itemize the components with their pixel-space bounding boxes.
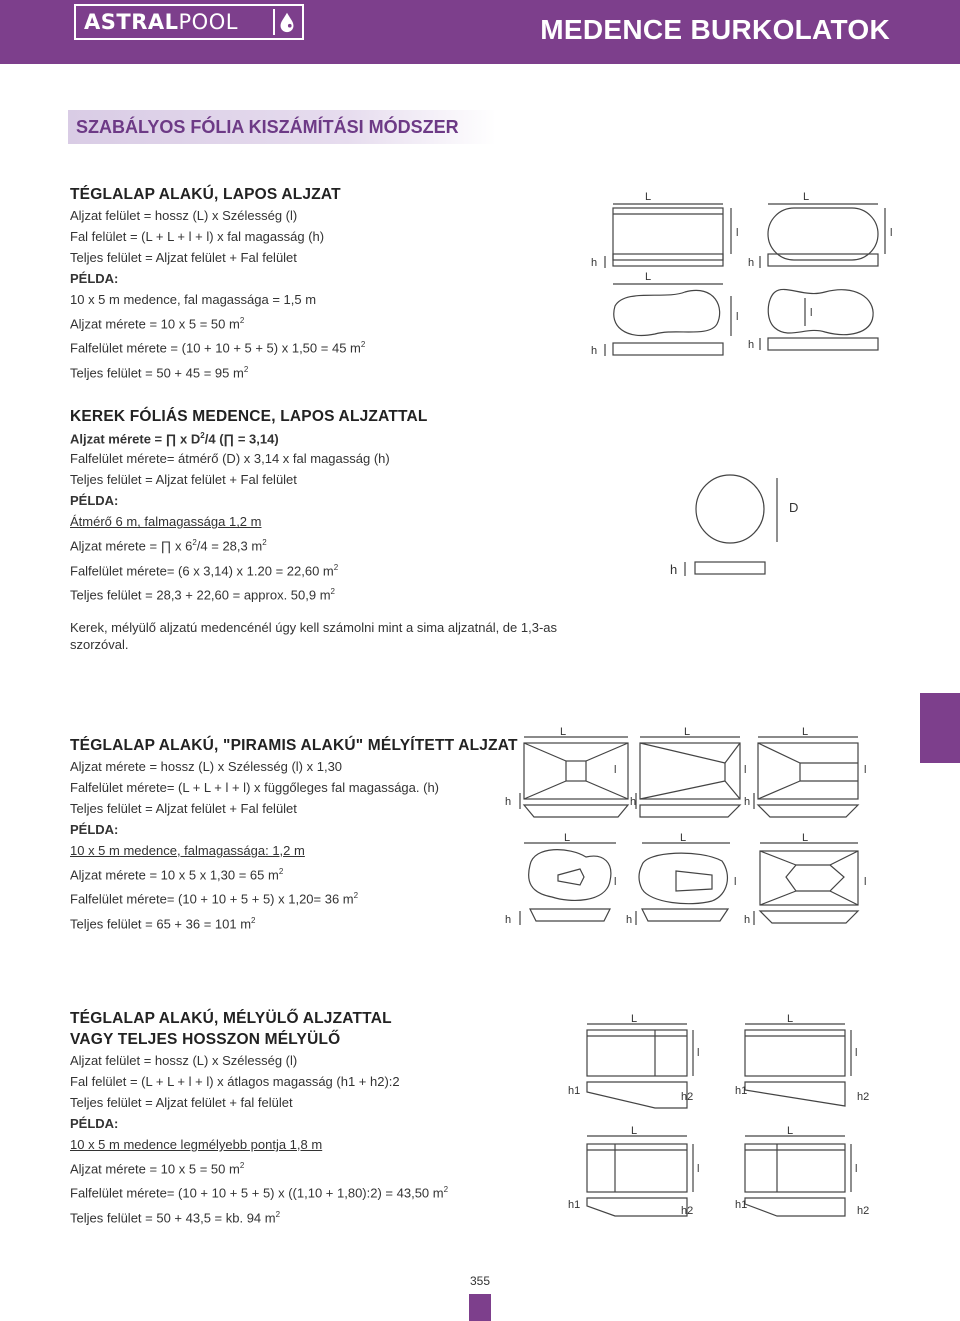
label-L: L [631,1013,638,1025]
section-subtitle: VAGY TELJES HOSSZON MÉLYÜLŐ [70,1031,341,1048]
label-h: h [670,562,678,577]
label-l: l [864,876,867,888]
section-pyramid [70,735,518,934]
example-label: PÉLDA: [70,493,119,509]
text-line: Aljzat mérete = hossz (L) x Szélesség (l) x 1,30 [70,759,343,774]
text-line: Fal felület = (L + L + l + l) x átlagos magasság (h1 + h2):2 [70,1074,400,1089]
label-l: l [855,1047,858,1059]
label-l: l [736,227,739,239]
text-line: Teljes felület = 28,3 + 22,60 = approx. 50,9 $m^2$ [70,586,335,603]
diagram-sloped [565,1012,895,1222]
text-line: Aljzat mérete = ∏ x $6^2/4 = 28,3$ $m^2$ [70,538,267,554]
label-h2: h2 [681,1205,694,1217]
text-line: Falfelület mérete= (10 + 10 + 5 + 5) x 1,20= 36 $m^2$ [70,891,359,907]
page-marker-bar [469,1294,491,1321]
section-title: TÉGLALAP ALAKÚ, "PIRAMIS ALAKÚ" MÉLYÍTETT ALJZAT [70,737,518,754]
text-line: 10 x 5 m medence, fal magassága = 1,5 m [70,292,317,307]
text-line: Teljes felület = Aljzat felület + Fal felület [70,250,297,265]
header-title: MEDENCE BURKOLATOK [540,14,890,45]
text-line: Falfelület mérete= átmérő (D) x 3,14 x fal magasság (h) [70,451,390,467]
example-label: PÉLDA: [70,1116,119,1131]
diagram-pyramid [500,725,880,935]
label-L: L [787,1013,794,1025]
label-h: h [505,914,512,926]
label-l: l [855,1163,858,1175]
note-paragraph: Kerek, mélyülő aljzatú medencénél úgy kell számolni mint a sima aljzatnál, de 1,3-as szorzóval. [70,620,558,653]
section-title: KEREK FÓLIÁS MEDENCE, LAPOS ALJZATTAL [70,408,428,425]
label-L: L [564,832,571,844]
label-l: l [697,1163,700,1175]
label-L: L [684,726,691,738]
label-h: h [505,796,512,808]
banner-title: SZABÁLYOS FÓLIA KISZÁMÍTÁSI MÓDSZER [76,117,459,137]
text-line: 10 x 5 m medence legmélyebb pontja 1,8 m [70,1137,323,1152]
label-h: h [626,914,633,926]
label-h1: h1 [735,1085,748,1097]
label-L: L [645,271,652,283]
text-line: Falfelület mérete= (10 + 10 + 5 + 5) x ((1,10 + 1,80):2) = 43,50 $m^2$ [70,1185,449,1201]
label-h: h [630,796,637,808]
label-l: l [810,307,813,319]
text-line: Falfelület mérete= (L + L + l + l) x függőleges fal magassága. (h) [70,780,440,795]
section-round-flat [70,406,560,653]
text-line: Falfelület mérete = (10 + 10 + 5 + 5) x 1,50 = 45 $m^2$ [70,340,366,356]
text-line: Aljzat mérete = 10 x 5 x 1,30 = 65 $m^2$ [70,867,284,883]
section-title: TÉGLALAP ALAKÚ, LAPOS ALJZAT [70,186,341,203]
text-line: Átmérő 6 m, falmagassága 1,2 m [70,514,262,530]
astralpool-logo [74,4,304,40]
text-line: Aljzat mérete = 10 x 5 = 50 $m^2$ [70,316,245,332]
label-l: l [890,227,893,239]
section-title: TÉGLALAP ALAKÚ, MÉLYÜLŐ ALJZATTAL [70,1010,392,1027]
label-L: L [631,1125,638,1137]
text-line: Aljzat mérete = ∏ x $D^2/4$ (∏ = 3,14) [70,431,279,447]
label-l: l [614,876,617,888]
section-sloped [70,1008,448,1228]
page-number: 355 [469,1274,491,1288]
label-l: l [614,764,617,776]
section-rectangular-flat [70,184,365,383]
text-line: Falfelület mérete= (6 x 3,14) x 1.20 = 22,60 $m^2$ [70,562,339,578]
text-line: 10 x 5 m medence, falmagassága: 1,2 m [70,843,305,858]
label-D: D [789,500,799,515]
label-h: h [591,257,598,269]
text-line: Aljzat felület = hossz (L) x Szélesség (l) [70,208,298,223]
label-l: l [697,1047,700,1059]
diagram-rect-flat [585,188,915,363]
label-l: l [736,311,739,323]
label-L: L [645,191,652,203]
text-line: Teljes felület = 50 + 43,5 = kb. 94 $m^2$ [70,1209,281,1225]
label-h: h [744,914,751,926]
label-h1: h1 [568,1085,581,1097]
text-line: Fal felület = (L + L + l + l) x fal magasság (h) [70,229,325,244]
text-line: Aljzat mérete = 10 x 5 = 50 $m^2$ [70,1161,245,1177]
label-L: L [560,726,567,738]
text-line: Teljes felület = 50 + 45 = 95 $m^2$ [70,364,249,380]
label-h: h [748,339,755,351]
text-line: Teljes felület = Aljzat felület + Fal felület [70,801,297,816]
label-L: L [680,832,687,844]
label-l: l [734,876,737,888]
diagram-round-pool [665,470,815,585]
label-h: h [744,796,751,808]
label-h: h [591,345,598,357]
text-line: Teljes felület = Aljzat felület + fal felület [70,1095,293,1110]
label-L: L [802,726,809,738]
label-L: L [803,191,810,203]
label-h: h [748,257,755,269]
label-L: L [802,832,809,844]
label-h2: h2 [857,1205,870,1217]
example-label: PÉLDA: [70,822,119,837]
text-line: Teljes felület = 65 + 36 = 101 $m^2$ [70,915,256,931]
water-drop-icon [273,9,299,35]
page-header [0,0,960,64]
example-label: PÉLDA: [70,271,119,286]
label-L: L [787,1125,794,1137]
label-h1: h1 [568,1199,581,1211]
label-h2: h2 [857,1091,870,1103]
side-tab [920,693,960,763]
label-h2: h2 [681,1091,694,1103]
logo-text: ASTRALPOOL [84,10,238,34]
label-l: l [864,764,867,776]
label-l: l [744,764,747,776]
label-h1: h1 [735,1199,748,1211]
text-line: Aljzat felület = hossz (L) x Szélesség (l) [70,1053,298,1068]
text-line: Teljes felület = Aljzat felület + Fal felület [70,472,297,488]
section-banner [68,110,496,144]
